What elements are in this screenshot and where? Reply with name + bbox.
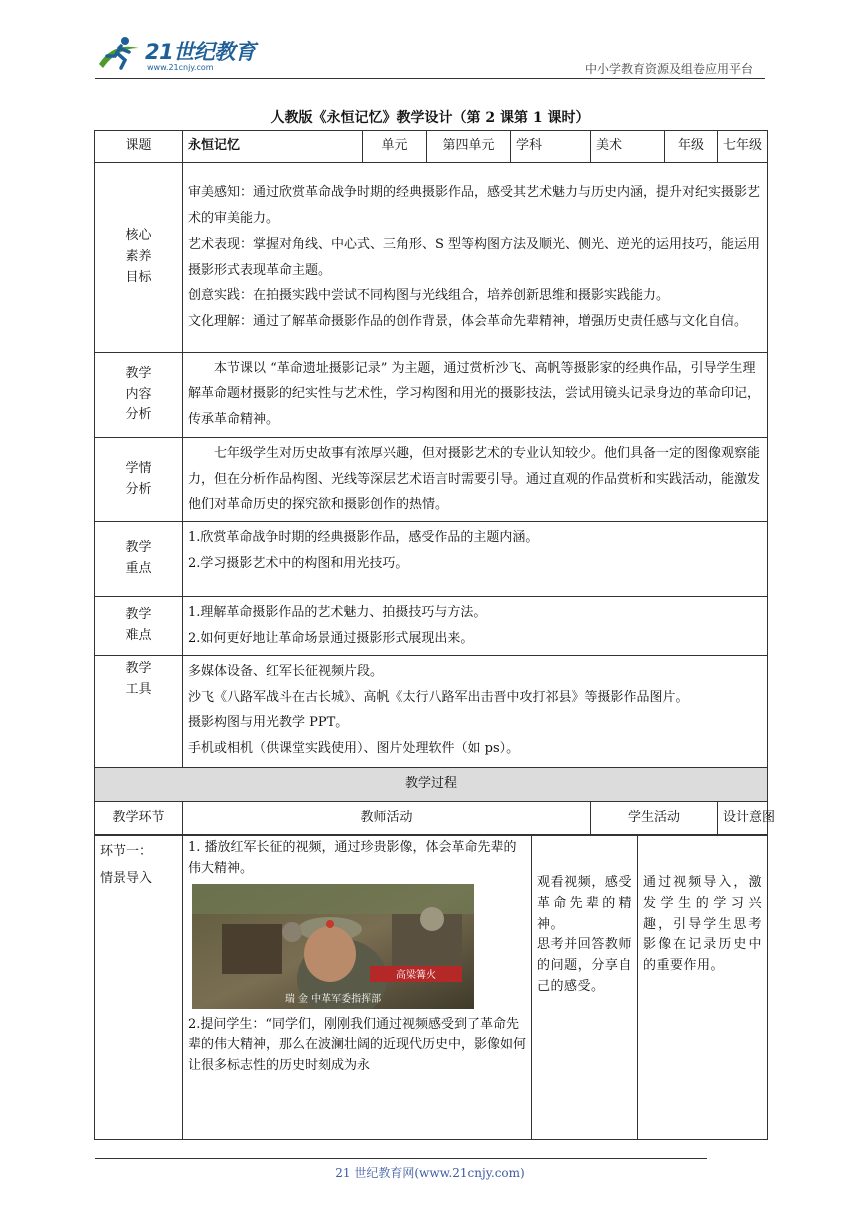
expression-goal: 艺术表现：掌握对角线、中心式、三角形、S 型等构图方法及顺光、侧光、逆光的运用技巧，能运用摄影形式表现革命主题。: [188, 236, 761, 278]
footer-divider: [95, 1158, 707, 1159]
subject-label: 学科: [511, 131, 591, 163]
label-line: 核心: [125, 228, 152, 244]
footer-text: 21 世纪教育网(www.21cnjy.com): [335, 1166, 525, 1180]
difficult-points-label: [95, 597, 183, 656]
label-line: 分析: [125, 407, 152, 423]
label-line: 目标: [125, 269, 152, 285]
col-student: 学生活动: [591, 802, 718, 836]
col-step: 教学环节: [95, 802, 183, 836]
tool-item: 摄影构图与用光教学 PPT。: [188, 715, 349, 731]
tool-item: 沙飞《八路军战斗在古长城》、高帆《太行八路军出击晋中攻打祁县》等摄影作品图片。: [188, 689, 689, 705]
key-point: 1.欣赏革命战争时期的经典摄影作品，感受作品的主题内涵。: [188, 530, 539, 545]
content-analysis-row: [95, 353, 768, 438]
label-line: 教学: [125, 365, 152, 381]
process-step-row: [95, 835, 768, 1140]
core-literacy-content: [183, 163, 768, 353]
key-points-content: [183, 522, 768, 597]
info-row: [95, 131, 768, 163]
difficult-points-row: [95, 597, 768, 656]
runner-logo-icon: [95, 34, 145, 74]
core-literacy-label: [95, 163, 183, 353]
key-point: 2.学习摄影艺术中的构图和用光技巧。: [188, 556, 409, 571]
content-analysis-text: 本节课以 “革命遗址摄影记录” 为主题，通过赏析沙飞、高帆等摄影家的经典作品，引导学生理解革命题材摄影的纪实性与艺术性，学习构图和用光的摄影技法，尝试用镜头记录身边的革命印记，传承革命精神。: [183, 353, 768, 438]
difficult-point: 2.如何更好地让革命场景通过摄影形式展现出来。: [188, 631, 474, 646]
teaching-tools-row: [95, 656, 768, 768]
step-line: 情景导入: [100, 871, 153, 887]
label-line: 教学: [125, 607, 152, 623]
teacher-activity-1: 1. 播放红军长征的视频，通过珍贵影像，体会革命先辈的伟大精神。: [188, 840, 517, 876]
difficult-point: 1.理解革命摄影作品的艺术魅力、拍摄技巧与方法。: [188, 605, 487, 620]
label-line: 重点: [125, 561, 152, 576]
step-label: [95, 835, 183, 1140]
lesson-plan-table: [94, 130, 776, 836]
video-still-image: [192, 884, 474, 1009]
student-activity: 观看视频，感受革命先辈的精神。 思考并回答教师的问题，分享自己的感受。: [532, 835, 638, 1140]
video-banner-text: 高梁篝火: [396, 969, 436, 981]
label-line: 素养: [125, 249, 152, 265]
page-header: [95, 30, 765, 79]
process-content-table: [94, 834, 768, 1140]
grade-label: 年级: [665, 131, 718, 163]
key-points-row: [95, 522, 768, 597]
step-line: 环节一：: [100, 844, 153, 859]
teacher-activity-2: 2.提问学生：“同学们，刚刚我们通过视频感受到了革命先辈的伟大精神，那么在波澜壮阔的近现代历史中，影像如何让很多标志性的历史时刻成为永: [188, 1016, 527, 1074]
learner-analysis-text: 七年级学生对历史故事有浓厚兴趣，但对摄影艺术的专业认知较少。他们具备一定的图像观察能力，但在分析作品构图、光线等深层艺术语言时需要引导。通过直观的作品赏析和实践活动，能激发他们对革命历史的探究欲和摄影创作的热情。: [183, 438, 768, 522]
teaching-tools-content: [183, 656, 768, 768]
logo: [95, 34, 265, 74]
process-columns-row: [95, 802, 768, 836]
content-analysis-label: [95, 353, 183, 438]
label-line: 难点: [125, 628, 152, 643]
topic-value: 永恒记忆: [183, 131, 363, 163]
document-title: 人教版《永恒记忆》教学设计（第 2 课第 1 课时）: [270, 110, 590, 126]
logo-url: www.21cnjy.com: [147, 63, 214, 72]
col-design: 设计意图: [718, 802, 768, 836]
process-header-row: [95, 768, 768, 802]
core-literacy-row: [95, 163, 768, 353]
unit-label: 单元: [363, 131, 427, 163]
practice-goal: 创意实践：在拍摄实践中尝试不同构图与光线组合，培养创新思维和摄影实践能力。: [188, 288, 670, 304]
process-header: 教学过程: [95, 768, 768, 802]
difficult-points-content: [183, 597, 768, 656]
label-line: 工具: [125, 681, 152, 697]
teacher-activity: [183, 835, 532, 1140]
aesthetic-goal: 审美感知：通过欣赏革命战争时期的经典摄影作品，感受其艺术魅力与历史内涵，提升对纪实摄影艺术的审美能力。: [188, 185, 761, 227]
label-line: 教学: [125, 661, 152, 676]
platform-name: 中小学教育资源及组卷应用平台: [584, 62, 753, 76]
topic-label: 课题: [95, 131, 183, 163]
label-line: 内容: [125, 386, 152, 402]
tool-item: 手机或相机（供课堂实践使用）、图片处理软件（如 ps）。: [188, 741, 520, 757]
subject-value: 美术: [591, 131, 665, 163]
grade-value: 七年级: [718, 131, 768, 163]
label-line: 分析: [125, 481, 152, 497]
key-points-label: [95, 522, 183, 597]
learner-analysis-label: [95, 438, 183, 522]
logo-text: 21世纪教育: [145, 40, 256, 64]
culture-goal: 文化理解：通过了解革命摄影作品的创作背景，体会革命先辈精神，增强历史责任感与文化自信。: [188, 313, 748, 329]
unit-value: 第四单元: [427, 131, 511, 163]
teaching-tools-label: [95, 656, 183, 768]
design-intent: 通过视频导入，激发学生的学习兴趣，引导学生思考影像在记录历史中的重要作用。: [638, 835, 768, 1140]
col-teacher: 教师活动: [183, 802, 591, 836]
tool-item: 多媒体设备、红军长征视频片段。: [188, 664, 384, 679]
video-caption-text: 瑞 金 中革军委指挥部: [284, 993, 382, 1005]
label-line: 教学: [125, 540, 152, 556]
label-line: 学情: [125, 460, 152, 476]
learner-analysis-row: [95, 438, 768, 522]
